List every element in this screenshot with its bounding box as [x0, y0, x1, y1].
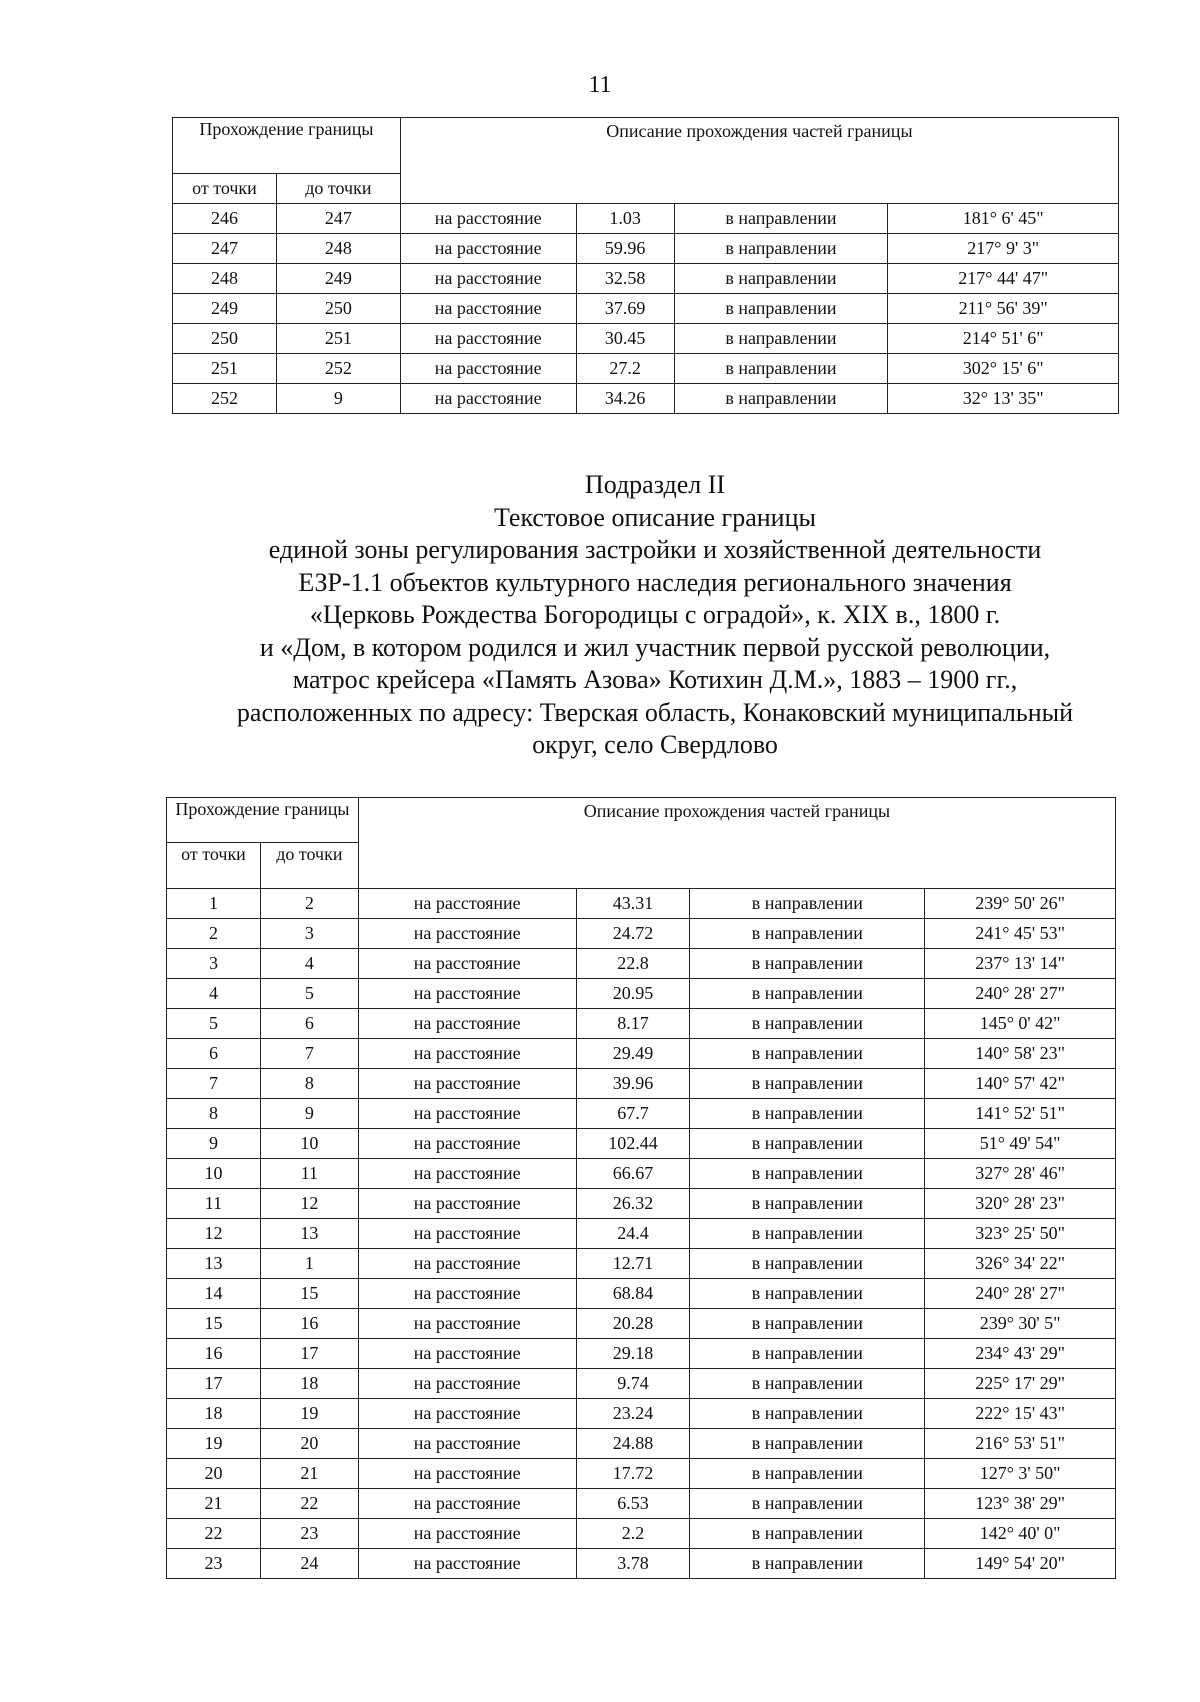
cell-to-point: 1	[260, 1249, 358, 1279]
cell-angle: 149° 54' 20"	[925, 1549, 1116, 1579]
table-row	[167, 919, 1116, 949]
cell-from-point: 247	[173, 234, 277, 264]
table-row	[173, 294, 1119, 324]
cell-direction-label: в направлении	[674, 294, 888, 324]
cell-distance: 24.4	[576, 1219, 690, 1249]
cell-direction-label: в направлении	[690, 1489, 925, 1519]
table-row	[167, 1249, 1116, 1279]
cell-to-point: 8	[260, 1069, 358, 1099]
cell-distance: 23.24	[576, 1399, 690, 1429]
cell-to-point: 13	[260, 1219, 358, 1249]
cell-angle: 123° 38' 29"	[925, 1489, 1116, 1519]
cell-to-point: 3	[260, 919, 358, 949]
heading-line: ЕЗР-1.1 объектов культурного наследия регионального значения	[298, 567, 1012, 597]
cell-distance-label: на расстояние	[400, 324, 576, 354]
table-row	[167, 1279, 1116, 1309]
table-row	[167, 1489, 1116, 1519]
cell-direction-label: в направлении	[690, 1279, 925, 1309]
cell-direction-label: в направлении	[690, 1429, 925, 1459]
cell-distance-label: на расстояние	[358, 979, 576, 1009]
cell-to-point: 7	[260, 1039, 358, 1069]
cell-to-point: 250	[276, 294, 400, 324]
heading-line: матрос крейсера «Память Азова» Котихин Д.М.», 1883 – 1900 гг.,	[292, 665, 1018, 694]
cell-from-point: 5	[167, 1009, 261, 1039]
cell-distance-label: на расстояние	[358, 949, 576, 979]
cell-angle: 320° 28' 23"	[925, 1189, 1116, 1219]
table-2-body	[167, 798, 1116, 1579]
cell-angle: 214° 51' 6"	[888, 324, 1119, 354]
cell-distance-label: на расстояние	[358, 1459, 576, 1489]
cell-distance: 66.67	[576, 1159, 690, 1189]
cell-angle: 323° 25' 50"	[925, 1219, 1116, 1249]
cell-distance-label: на расстояние	[358, 889, 576, 919]
cell-to-point: 23	[260, 1519, 358, 1549]
cell-to-point: 16	[260, 1309, 358, 1339]
cell-to-point: 6	[260, 1009, 358, 1039]
cell-distance: 30.45	[576, 324, 674, 354]
cell-direction-label: в направлении	[674, 354, 888, 384]
cell-distance-label: на расстояние	[400, 204, 576, 234]
cell-direction-label: в направлении	[690, 1189, 925, 1219]
cell-angle: 181° 6' 45"	[888, 204, 1119, 234]
cell-angle: 145° 0' 42"	[925, 1009, 1116, 1039]
boundary-table-2	[166, 797, 1116, 1579]
cell-to-point: 9	[276, 384, 400, 414]
cell-direction-label: в направлении	[690, 1129, 925, 1159]
cell-from-point: 251	[173, 354, 277, 384]
cell-direction-label: в направлении	[674, 384, 888, 414]
cell-angle: 239° 30' 5"	[925, 1309, 1116, 1339]
cell-distance: 67.7	[576, 1099, 690, 1129]
cell-direction-label: в направлении	[690, 1249, 925, 1279]
cell-distance-label: на расстояние	[358, 1309, 576, 1339]
header-boundary-passage: Прохождение границы	[167, 798, 359, 843]
cell-distance-label: на расстояние	[400, 354, 576, 384]
cell-to-point: 22	[260, 1489, 358, 1519]
cell-angle: 142° 40' 0"	[925, 1519, 1116, 1549]
cell-direction-label: в направлении	[690, 1339, 925, 1369]
cell-angle: 217° 9' 3"	[888, 234, 1119, 264]
cell-angle: 51° 49' 54"	[925, 1129, 1116, 1159]
cell-distance-label: на расстояние	[358, 1039, 576, 1069]
cell-distance: 29.18	[576, 1339, 690, 1369]
cell-to-point: 19	[260, 1399, 358, 1429]
cell-distance: 22.8	[576, 949, 690, 979]
cell-from-point: 8	[167, 1099, 261, 1129]
cell-distance-label: на расстояние	[358, 1099, 576, 1129]
cell-distance-label: на расстояние	[400, 294, 576, 324]
cell-from-point: 15	[167, 1309, 261, 1339]
heading-line: округ, село Свердлово	[532, 730, 778, 759]
cell-from-point: 18	[167, 1399, 261, 1429]
cell-from-point: 20	[167, 1459, 261, 1489]
table-row	[167, 1069, 1116, 1099]
cell-angle: 241° 45' 53"	[925, 919, 1116, 949]
cell-from-point: 246	[173, 204, 277, 234]
cell-distance-label: на расстояние	[358, 1189, 576, 1219]
heading-line: «Церковь Рождества Богородицы с оградой», к. XIX в., 1800 г.	[309, 600, 1001, 629]
cell-distance-label: на расстояние	[358, 1489, 576, 1519]
header-description: Описание прохождения частей границы	[358, 798, 1115, 889]
cell-to-point: 20	[260, 1429, 358, 1459]
cell-to-point: 21	[260, 1459, 358, 1489]
cell-direction-label: в направлении	[690, 1309, 925, 1339]
cell-from-point: 3	[167, 949, 261, 979]
table-row	[167, 1219, 1116, 1249]
cell-direction-label: в направлении	[674, 204, 888, 234]
table-row	[167, 1099, 1116, 1129]
cell-distance: 29.49	[576, 1039, 690, 1069]
table-row	[173, 234, 1119, 264]
cell-direction-label: в направлении	[690, 1459, 925, 1489]
cell-direction-label: в направлении	[690, 1069, 925, 1099]
cell-distance-label: на расстояние	[400, 264, 576, 294]
header-to-point: до точки	[276, 174, 400, 204]
cell-distance: 20.95	[576, 979, 690, 1009]
heading-line: Текстовое описание границы	[494, 502, 816, 532]
cell-distance-label: на расстояние	[400, 234, 576, 264]
cell-from-point: 4	[167, 979, 261, 1009]
cell-distance: 27.2	[576, 354, 674, 384]
table-row	[167, 889, 1116, 919]
cell-distance: 3.78	[576, 1549, 690, 1579]
cell-from-point: 10	[167, 1159, 261, 1189]
cell-direction-label: в направлении	[690, 1009, 925, 1039]
cell-distance: 34.26	[576, 384, 674, 414]
cell-distance: 2.2	[576, 1519, 690, 1549]
table-row	[167, 1369, 1116, 1399]
cell-angle: 217° 44' 47"	[888, 264, 1119, 294]
cell-distance-label: на расстояние	[400, 384, 576, 414]
table-row	[173, 324, 1119, 354]
table-row	[167, 1009, 1116, 1039]
cell-distance: 24.72	[576, 919, 690, 949]
cell-direction-label: в направлении	[690, 1159, 925, 1189]
cell-from-point: 250	[173, 324, 277, 354]
table-row	[167, 1429, 1116, 1459]
table-row	[173, 354, 1119, 384]
cell-distance: 59.96	[576, 234, 674, 264]
cell-direction-label: в направлении	[690, 1549, 925, 1579]
cell-direction-label: в направлении	[690, 1369, 925, 1399]
table-row	[167, 1309, 1116, 1339]
cell-direction-label: в направлении	[690, 1219, 925, 1249]
table-row	[167, 949, 1116, 979]
cell-distance: 26.32	[576, 1189, 690, 1219]
cell-angle: 225° 17' 29"	[925, 1369, 1116, 1399]
header-from-point: от точки	[167, 843, 261, 889]
table-row	[167, 1189, 1116, 1219]
heading-line: и «Дом, в котором родился и жил участник первой русской революции,	[259, 632, 1051, 662]
header-to-point: до точки	[260, 843, 358, 889]
cell-from-point: 249	[173, 294, 277, 324]
cell-from-point: 248	[173, 264, 277, 294]
cell-direction-label: в направлении	[690, 919, 925, 949]
cell-distance: 32.58	[576, 264, 674, 294]
cell-distance: 20.28	[576, 1309, 690, 1339]
cell-from-point: 9	[167, 1129, 261, 1159]
cell-direction-label: в направлении	[690, 1399, 925, 1429]
cell-from-point: 6	[167, 1039, 261, 1069]
cell-from-point: 252	[173, 384, 277, 414]
cell-to-point: 9	[260, 1099, 358, 1129]
cell-to-point: 12	[260, 1189, 358, 1219]
cell-distance-label: на расстояние	[358, 1069, 576, 1099]
cell-to-point: 252	[276, 354, 400, 384]
cell-distance: 39.96	[576, 1069, 690, 1099]
cell-angle: 234° 43' 29"	[925, 1339, 1116, 1369]
table-row	[167, 1459, 1116, 1489]
table-row	[167, 1339, 1116, 1369]
cell-from-point: 13	[167, 1249, 261, 1279]
cell-from-point: 7	[167, 1069, 261, 1099]
cell-direction-label: в направлении	[674, 324, 888, 354]
cell-angle: 127° 3' 50"	[925, 1459, 1116, 1489]
page-number: 11	[588, 72, 612, 98]
cell-distance-label: на расстояние	[358, 1549, 576, 1579]
cell-to-point: 251	[276, 324, 400, 354]
cell-distance-label: на расстояние	[358, 1009, 576, 1039]
cell-to-point: 4	[260, 949, 358, 979]
table-row	[167, 1549, 1116, 1579]
header-from-point: от точки	[173, 174, 277, 204]
header-description: Описание прохождения частей границы	[400, 118, 1118, 204]
cell-to-point: 11	[260, 1159, 358, 1189]
table-row	[167, 1519, 1116, 1549]
cell-direction-label: в направлении	[690, 1099, 925, 1129]
cell-distance: 102.44	[576, 1129, 690, 1159]
cell-from-point: 22	[167, 1519, 261, 1549]
cell-distance: 6.53	[576, 1489, 690, 1519]
cell-to-point: 247	[276, 204, 400, 234]
cell-to-point: 5	[260, 979, 358, 1009]
header-boundary-passage: Прохождение границы	[173, 118, 401, 174]
cell-distance: 12.71	[576, 1249, 690, 1279]
cell-from-point: 23	[167, 1549, 261, 1579]
table-row	[173, 204, 1119, 234]
cell-direction-label: в направлении	[690, 949, 925, 979]
cell-direction-label: в направлении	[690, 1039, 925, 1069]
heading-line: Подраздел II	[584, 470, 726, 499]
cell-to-point: 249	[276, 264, 400, 294]
cell-distance-label: на расстояние	[358, 919, 576, 949]
cell-angle: 327° 28' 46"	[925, 1159, 1116, 1189]
cell-distance-label: на расстояние	[358, 1429, 576, 1459]
cell-distance: 24.88	[576, 1429, 690, 1459]
table-row	[167, 1399, 1116, 1429]
cell-to-point: 10	[260, 1129, 358, 1159]
cell-to-point: 18	[260, 1369, 358, 1399]
cell-distance-label: на расстояние	[358, 1339, 576, 1369]
cell-direction-label: в направлении	[690, 889, 925, 919]
cell-direction-label: в направлении	[674, 234, 888, 264]
cell-distance-label: на расстояние	[358, 1159, 576, 1189]
cell-angle: 141° 52' 51"	[925, 1099, 1116, 1129]
cell-angle: 237° 13' 14"	[925, 949, 1116, 979]
cell-distance: 68.84	[576, 1279, 690, 1309]
cell-from-point: 21	[167, 1489, 261, 1519]
cell-distance-label: на расстояние	[358, 1249, 576, 1279]
cell-distance-label: на расстояние	[358, 1219, 576, 1249]
boundary-table-1	[172, 117, 1119, 414]
cell-direction-label: в направлении	[690, 979, 925, 1009]
cell-distance-label: на расстояние	[358, 1369, 576, 1399]
cell-angle: 222° 15' 43"	[925, 1399, 1116, 1429]
table-row	[173, 384, 1119, 414]
cell-from-point: 12	[167, 1219, 261, 1249]
cell-distance-label: на расстояние	[358, 1399, 576, 1429]
cell-angle: 240° 28' 27"	[925, 1279, 1116, 1309]
cell-from-point: 11	[167, 1189, 261, 1219]
cell-from-point: 17	[167, 1369, 261, 1399]
cell-angle: 239° 50' 26"	[925, 889, 1116, 919]
cell-distance-label: на расстояние	[358, 1519, 576, 1549]
table-row	[167, 1129, 1116, 1159]
cell-from-point: 16	[167, 1339, 261, 1369]
cell-distance: 8.17	[576, 1009, 690, 1039]
cell-from-point: 14	[167, 1279, 261, 1309]
cell-direction-label: в направлении	[690, 1519, 925, 1549]
cell-angle: 302° 15' 6"	[888, 354, 1119, 384]
cell-to-point: 248	[276, 234, 400, 264]
cell-from-point: 2	[167, 919, 261, 949]
cell-angle: 140° 57' 42"	[925, 1069, 1116, 1099]
cell-distance: 43.31	[576, 889, 690, 919]
cell-to-point: 24	[260, 1549, 358, 1579]
cell-distance: 1.03	[576, 204, 674, 234]
table-row	[167, 1159, 1116, 1189]
heading-line: расположенных по адресу: Тверская область, Конаковский муниципальный	[236, 697, 1074, 727]
heading-line: единой зоны регулирования застройки и хозяйственной деятельности	[268, 535, 1042, 564]
cell-distance-label: на расстояние	[358, 1279, 576, 1309]
cell-angle: 211° 56' 39"	[888, 294, 1119, 324]
cell-distance: 37.69	[576, 294, 674, 324]
cell-angle: 140° 58' 23"	[925, 1039, 1116, 1069]
cell-to-point: 17	[260, 1339, 358, 1369]
cell-angle: 32° 13' 35"	[888, 384, 1119, 414]
section-heading	[180, 469, 1130, 762]
cell-from-point: 1	[167, 889, 261, 919]
cell-to-point: 2	[260, 889, 358, 919]
cell-distance: 9.74	[576, 1369, 690, 1399]
cell-from-point: 19	[167, 1429, 261, 1459]
table-row	[167, 1039, 1116, 1069]
table-1-body	[173, 118, 1119, 414]
cell-angle: 240° 28' 27"	[925, 979, 1116, 1009]
cell-distance: 17.72	[576, 1459, 690, 1489]
table-row	[167, 979, 1116, 1009]
cell-distance-label: на расстояние	[358, 1129, 576, 1159]
cell-direction-label: в направлении	[674, 264, 888, 294]
cell-angle: 326° 34' 22"	[925, 1249, 1116, 1279]
table-row	[173, 264, 1119, 294]
cell-to-point: 15	[260, 1279, 358, 1309]
cell-angle: 216° 53' 51"	[925, 1429, 1116, 1459]
